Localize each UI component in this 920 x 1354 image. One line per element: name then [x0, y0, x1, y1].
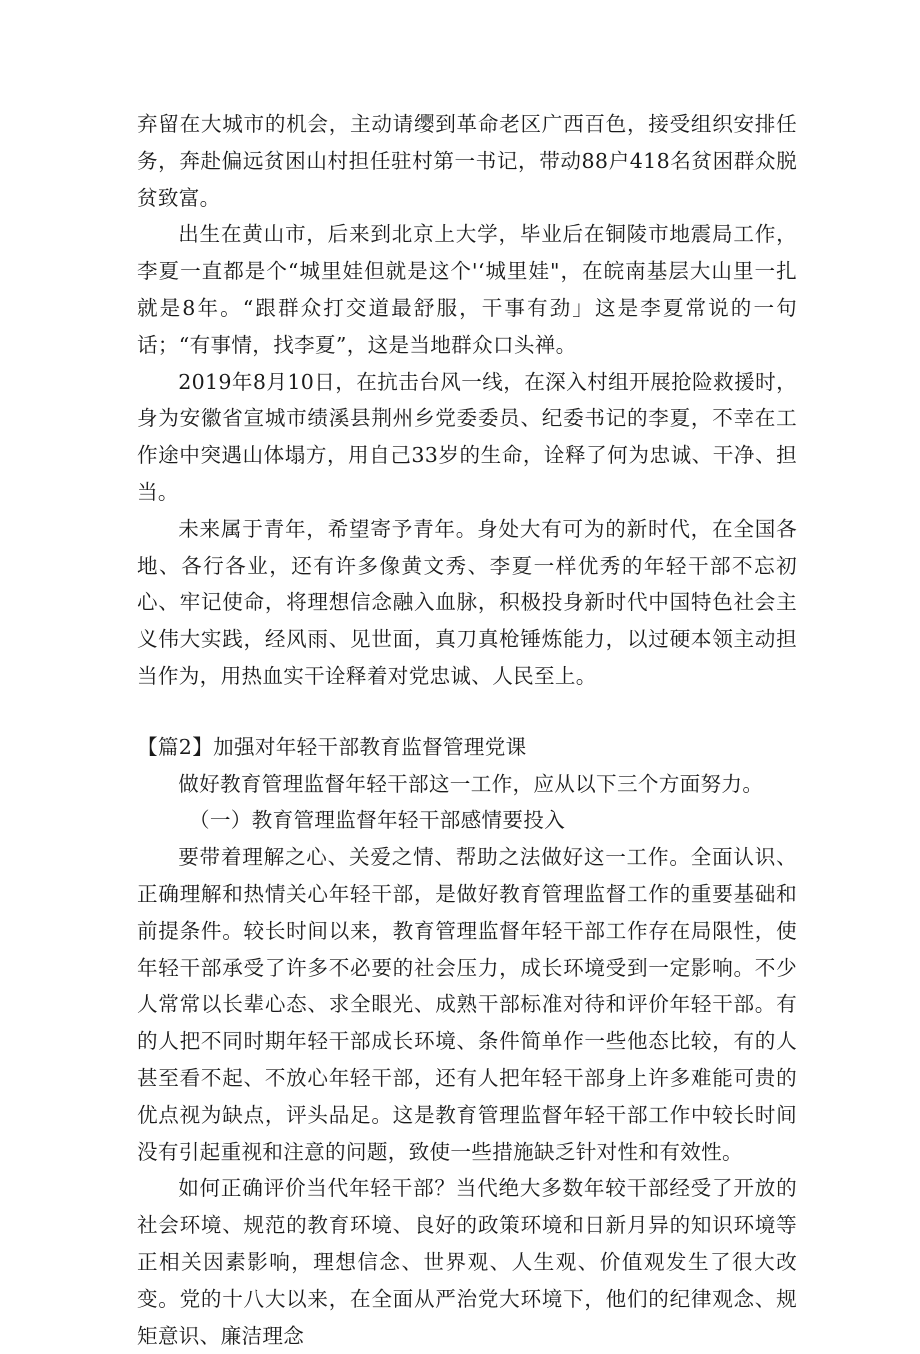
document-page [137, 106, 797, 1354]
section-heading: 【篇2】加强对年轻干部教育监督管理党课 [137, 734, 527, 759]
paragraph-li-xia-sacrifice: 2019年8月10日，在抗击台风一线，在深入村组开展抢险救援时，身为安徽省宣城市绩溪县荆州乡党委委员、纪委书记的李夏，不幸在工作途中突遇山体塌方，用自己33岁的生命，诠释了何为忠诚、干净、担当。 [137, 369, 797, 504]
paragraph-li-xia-background: 出生在黄山市，后来到北京上大学，毕业后在铜陵市地震局工作，李夏一直都是个“城里娃但就是这个'‘城里娃"，在皖南基层大山里一扎就是8年。“跟群众打交道最舒服，干事有劲」这是李夏常说的一句话；“有事情，找李夏”，这是当地群众口头禅。 [137, 222, 797, 357]
paragraph-continuation: 弃留在大城市的机会，主动请缨到革命老区广西百色，接受组织安排任务，奔赴偏远贫困山村担任驻村第一书记，带动88户418名贫困群众脱贫致富。 [137, 112, 797, 210]
section-spacer [137, 695, 797, 729]
paragraph-evaluate-young-cadres: 如何正确评价当代年轻干部？当代绝大多数年较干部经受了开放的社会环境、规范的教育环境、良好的政策环境和日新月异的知识环境等正相关因素影响，理想信念、世界观、人生观、价值观发生了很大改变。党的十八大以来，在全面从严治党大环境下，他们的纪律观念、规矩意识、廉洁理念 [137, 1176, 797, 1348]
paragraph-future-youth: 未来属于青年，希望寄予青年。身处大有可为的新时代，在全国各地、各行各业，还有许多像黄文秀、李夏一样优秀的年轻干部不忘初心、牢记使命，将理想信念融入血脉，积极投身新时代中国特色社会主义伟大实践，经风雨、见世面，真刀真枪锤炼能力，以过硬本领主动担当作为，用热血实干诠释着对党忠诚、人民至上。 [137, 516, 797, 688]
section-subheading: （一）教育管理监督年轻干部感情要投入 [189, 808, 566, 833]
paragraph-understanding-care: 要带着理解之心、关爱之情、帮助之法做好这一工作。全面认识、正确理解和热情关心年轻干部，是做好教育管理监督工作的重要基础和前提条件。较长时间以来，教育管理监督年轻干部工作存在局限性，使年轻干部承受了许多不必要的社会压力，成长环境受到一定影响。不少人常常以长辈心态、求全眼光、成熟干部标准对待和评价年轻干部。有的人把不同时期年轻干部成长环境、条件简单作一些他态比较，有的人甚至看不起、不放心年轻干部，还有人把年轻干部身上许多难能可贵的优点视为缺点，评头品足。这是教育管理监督年轻干部工作中较长时间没有引起重视和注意的问题，致使一些措施缺乏针对性和有效性。 [137, 845, 797, 1164]
section-intro: 做好教育管理监督年轻干部这一工作，应从以下三个方面努力。 [178, 771, 764, 796]
